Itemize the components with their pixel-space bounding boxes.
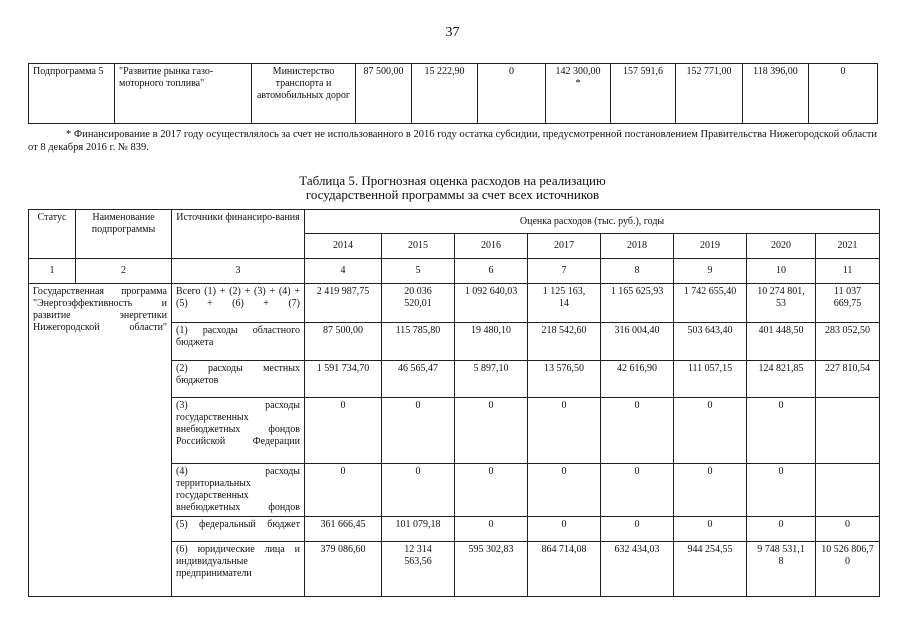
year-cell: 2015	[382, 234, 455, 259]
column-number: 5	[382, 259, 455, 284]
page-number: 37	[445, 25, 460, 40]
value-cell: 0	[305, 464, 382, 517]
value-cell: 11 037 669,75	[816, 284, 880, 323]
column-number-row	[29, 259, 880, 284]
header-row	[29, 210, 880, 234]
year-cell: 2021	[816, 234, 880, 259]
value-cell: 0	[382, 398, 455, 464]
value-cell: 864 714,08	[528, 542, 601, 597]
year-cell: 2020	[747, 234, 816, 259]
value-cell: 1 092 640,03	[455, 284, 528, 323]
subprogram-source: Министерство транспорта и автомобильных дорог	[252, 64, 356, 124]
funding-source: (1) расходы областного бюджета	[172, 323, 305, 361]
status-program-name: Государственная программа "Энергоэффективность и развитие энергетики Нижегородской области"	[29, 284, 172, 597]
value-cell: 87 500,00	[305, 323, 382, 361]
column-number: 3	[172, 259, 305, 284]
year-cell: 2016	[455, 234, 528, 259]
value-cell: 0	[674, 398, 747, 464]
funding-source: (2) расходы местных бюджетов	[172, 361, 305, 398]
value-cell: 0	[601, 464, 674, 517]
header-estimate: Оценка расходов (тыс. руб.), годы	[305, 210, 880, 234]
data-rows	[29, 284, 880, 597]
column-number: 9	[674, 259, 747, 284]
value-cell: 0	[674, 464, 747, 517]
table-title	[0, 174, 905, 202]
value-cell: 0	[816, 517, 880, 542]
value-cell: 632 434,03	[601, 542, 674, 597]
value-cell: 361 666,45	[305, 517, 382, 542]
value-cell: 1 591 734,70	[305, 361, 382, 398]
value-cell: 218 542,60	[528, 323, 601, 361]
value-cell: 0	[455, 464, 528, 517]
value-cell: 0	[455, 398, 528, 464]
value-cell: 595 302,83	[455, 542, 528, 597]
table-title-line-1: Таблица 5. Прогнозная оценка расходов на реализацию	[299, 173, 606, 188]
value-cell: 283 052,50	[816, 323, 880, 361]
year-cell: 2017	[528, 234, 601, 259]
subprogram-name: "Развитие рынка газо-моторного топлива"	[115, 64, 252, 124]
column-number: 6	[455, 259, 528, 284]
funding-source: (3) расходы государственных внебюджетных фондов Российской Федерации	[172, 398, 305, 464]
footnote: * Финансирование в 2017 году осуществлялось за счет не использованного в 2016 году остатка субсидии, предусмотренной постановлением Правительства Нижегородской области от 8 декабря 2016 г. № 839.	[28, 129, 877, 153]
subprogram-5-row	[29, 64, 878, 124]
value-cell: 1 165 625,93	[601, 284, 674, 323]
value-cell: 0	[382, 464, 455, 517]
column-number: 2	[76, 259, 172, 284]
year-cell: 2014	[305, 234, 382, 259]
value-cell: 42 616,90	[601, 361, 674, 398]
value-cell: 5 897,10	[455, 361, 528, 398]
value-cell: 316 004,40	[601, 323, 674, 361]
value-cell	[816, 464, 880, 517]
header-sources: Источники финансиро-вания	[172, 210, 305, 259]
subprogram-5-table	[28, 63, 878, 124]
value-cell: 124 821,85	[747, 361, 816, 398]
header-subprogram-name: Наименование подпрограммы	[76, 210, 172, 259]
value-cell: 379 086,60	[305, 542, 382, 597]
funding-source: (4) расходы территориальных государственных внебюджетных фондов	[172, 464, 305, 517]
value-cell: 0	[747, 398, 816, 464]
value-cell: 1 742 655,40	[674, 284, 747, 323]
value-cell: 87 500,00	[356, 64, 412, 124]
funding-source: (6) юридические лица и индивидуальные предприниматели	[172, 542, 305, 597]
table-row	[29, 284, 880, 323]
value-cell: 20 036 520,01	[382, 284, 455, 323]
table-title-line-2: государственной программы за счет всех источников	[305, 187, 600, 202]
value-cell: 0	[601, 398, 674, 464]
value-cell: 0	[455, 517, 528, 542]
header-status: Статус	[29, 210, 76, 259]
value-cell: 157 591,6	[611, 64, 676, 124]
value-cell: 944 254,55	[674, 542, 747, 597]
value-cell: 9 748 531,1 8	[747, 542, 816, 597]
value-cell: 10 526 806,7 0	[816, 542, 880, 597]
value-cell: 0	[478, 64, 546, 124]
value-cell: 503 643,40	[674, 323, 747, 361]
value-cell: 142 300,00 *	[546, 64, 611, 124]
value-cell: 2 419 987,75	[305, 284, 382, 323]
value-cell: 0	[747, 517, 816, 542]
funding-source: Всего (1) + (2) + (3) + (4) + (5) + (6) + (7)	[172, 284, 305, 323]
value-cell: 46 565,47	[382, 361, 455, 398]
column-number: 10	[747, 259, 816, 284]
value-cell: 0	[601, 517, 674, 542]
value-cell	[816, 398, 880, 464]
value-cell: 118 396,00	[743, 64, 809, 124]
year-cell: 2019	[674, 234, 747, 259]
value-cell: 1 125 163, 14	[528, 284, 601, 323]
column-number: 7	[528, 259, 601, 284]
value-cell: 15 222,90	[412, 64, 478, 124]
column-number: 8	[601, 259, 674, 284]
value-cell: 19 480,10	[455, 323, 528, 361]
value-cell: 0	[674, 517, 747, 542]
value-cell: 13 576,50	[528, 361, 601, 398]
funding-source: (5) федеральный бюджет	[172, 517, 305, 542]
value-cell: 115 785,80	[382, 323, 455, 361]
value-cell: 12 314 563,56	[382, 542, 455, 597]
value-cell: 111 057,15	[674, 361, 747, 398]
value-cell: 0	[809, 64, 878, 124]
column-number: 11	[816, 259, 880, 284]
subprogram-label: Подпрограмма 5	[29, 64, 115, 124]
value-cell: 0	[747, 464, 816, 517]
expenditure-forecast-table	[28, 209, 880, 597]
value-cell: 0	[528, 464, 601, 517]
value-cell: 10 274 801, 53	[747, 284, 816, 323]
value-cell: 0	[528, 398, 601, 464]
value-cell: 227 810,54	[816, 361, 880, 398]
value-cell: 101 079,18	[382, 517, 455, 542]
value-cell: 0	[305, 398, 382, 464]
value-cell: 152 771,00	[676, 64, 743, 124]
column-number: 4	[305, 259, 382, 284]
value-cell: 401 448,50	[747, 323, 816, 361]
year-cell: 2018	[601, 234, 674, 259]
column-number: 1	[29, 259, 76, 284]
value-cell: 0	[528, 517, 601, 542]
